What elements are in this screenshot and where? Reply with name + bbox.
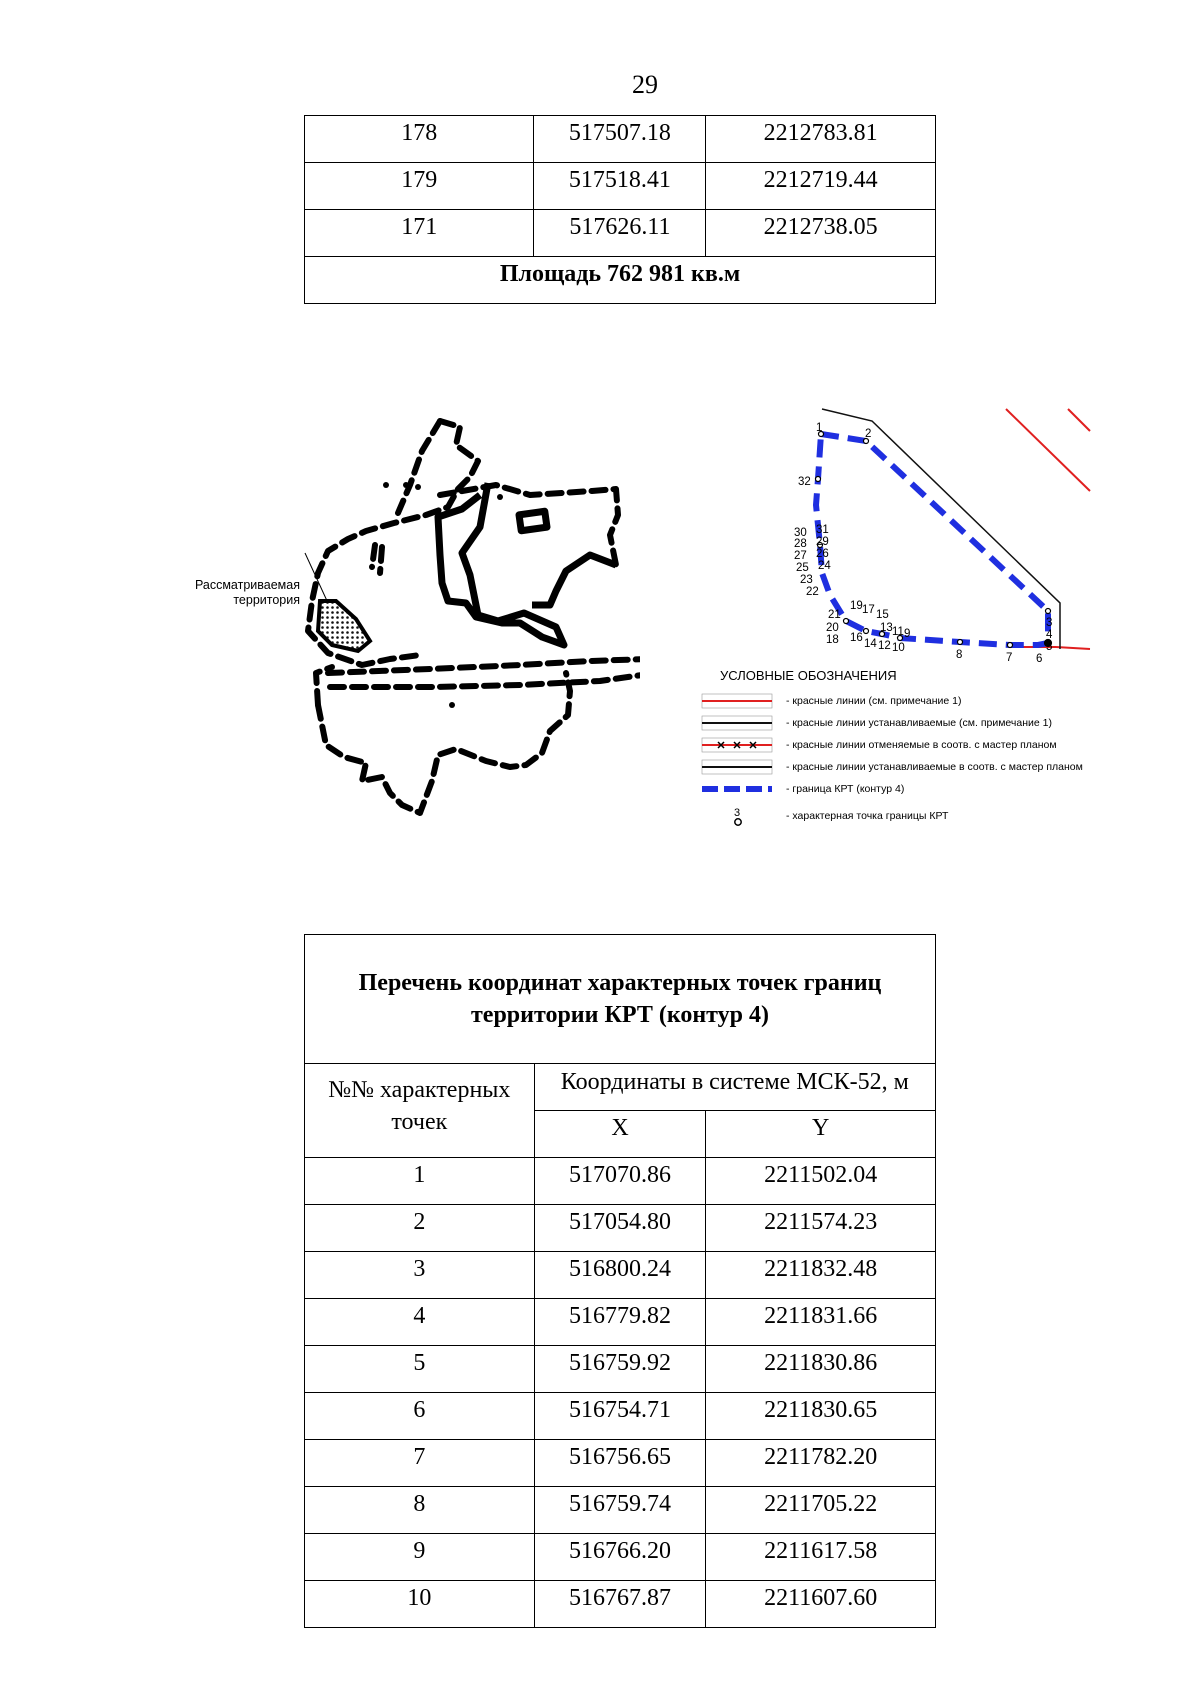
building-outline <box>519 511 547 530</box>
legend-symbols <box>700 692 780 832</box>
y-coordinate-cell: 2211574.23 <box>706 1205 936 1252</box>
page-number: 29 <box>632 70 658 99</box>
road-strip-lower <box>330 675 640 687</box>
callout-label <box>170 578 300 608</box>
legend-item: - красные линии отменяемые в соотв. с мастер планом <box>786 739 1057 751</box>
y-coordinate-cell: 2212783.81 <box>706 116 936 163</box>
x-coordinate-cell: 516759.74 <box>534 1487 706 1534</box>
area-total: Площадь 762 981 кв.м <box>305 257 936 304</box>
x-coordinate-cell: 516767.87 <box>534 1581 706 1628</box>
point-label: 32 <box>798 476 811 488</box>
table-row <box>305 1158 936 1205</box>
point-label: 29 <box>816 536 829 548</box>
legend-title: УСЛОВНЫЕ ОБОЗНАЧЕНИЯ <box>720 668 897 683</box>
callout-leader <box>305 553 328 603</box>
y-header: Y <box>706 1111 936 1158</box>
point-label: 24 <box>818 560 831 572</box>
x-coordinate-cell: 516766.20 <box>534 1534 706 1581</box>
table-row <box>305 1581 936 1628</box>
point-number-cell: 10 <box>305 1581 535 1628</box>
y-coordinate-cell: 2211502.04 <box>706 1158 936 1205</box>
y-coordinate-cell: 2212738.05 <box>706 210 936 257</box>
y-coordinate-cell: 2211831.66 <box>706 1299 936 1346</box>
table-caption <box>305 935 936 1064</box>
point-number-cell: 6 <box>305 1393 535 1440</box>
legend-item: - характерная точка границы КРТ <box>786 810 949 822</box>
legend-item: - красные линии (см. примечание 1) <box>786 695 962 707</box>
point-label: 6 <box>1036 653 1043 665</box>
point-number-cell: 8 <box>305 1487 535 1534</box>
header-row <box>305 1064 936 1111</box>
point-label: 13 <box>880 622 893 634</box>
point-label: 22 <box>806 586 819 598</box>
x-coordinate-cell: 516754.71 <box>534 1393 706 1440</box>
legend-item: - граница КРТ (контур 4) <box>786 783 905 795</box>
point-label: 10 <box>892 642 905 654</box>
legend-item: - красные линии устанавливаемые (см. примечание 1) <box>786 717 1052 729</box>
x-coordinate-cell: 517070.86 <box>534 1158 706 1205</box>
x-coordinate-cell: 517054.80 <box>534 1205 706 1252</box>
caption-row <box>305 935 936 1064</box>
point-label: 28 <box>794 538 807 550</box>
y-coordinate-cell: 2211705.22 <box>706 1487 936 1534</box>
point-number-cell: 179 <box>305 163 534 210</box>
established-line <box>822 409 1060 649</box>
point-label: 23 <box>800 574 813 586</box>
point-label: 30 <box>794 527 807 539</box>
x-coordinate-cell: 517518.41 <box>534 163 706 210</box>
point-number-header-line-2: точек <box>391 1109 448 1135</box>
point-label: 4 <box>1046 629 1053 641</box>
table-row <box>305 1487 936 1534</box>
y-coordinate-cell: 2211617.58 <box>706 1534 936 1581</box>
caption-line-2: территории КРТ (контур 4) <box>471 1002 769 1028</box>
point-label: 15 <box>876 609 889 621</box>
point-label: 26 <box>816 548 829 560</box>
point-label: 18 <box>826 634 839 646</box>
y-coordinate-cell: 2211832.48 <box>706 1252 936 1299</box>
coordinates-table-contour-4 <box>304 934 936 1628</box>
caption-line-1: Перечень координат характерных точек границ <box>358 970 882 996</box>
considered-territory-hatch <box>318 601 370 651</box>
point-label: 12 <box>878 640 891 652</box>
y-coordinate-cell: 2211830.65 <box>706 1393 936 1440</box>
point-number-cell: 3 <box>305 1252 535 1299</box>
point-number-header-line-1: №№ характерных <box>328 1077 511 1103</box>
x-coordinate-cell: 516779.82 <box>534 1299 706 1346</box>
legend-point-sample: 3 <box>734 807 741 819</box>
point-number-cell: 2 <box>305 1205 535 1252</box>
table-row <box>305 116 936 163</box>
x-header: X <box>534 1111 706 1158</box>
point-label: 14 <box>864 638 877 650</box>
point-number-header <box>305 1064 535 1158</box>
table-row <box>305 210 936 257</box>
table-row <box>305 163 936 210</box>
y-coordinate-cell: 2212719.44 <box>706 163 936 210</box>
y-coordinate-cell: 2211607.60 <box>706 1581 936 1628</box>
table-row <box>305 1534 936 1581</box>
point-number-cell: 171 <box>305 210 534 257</box>
y-coordinate-cell: 2211830.86 <box>706 1346 936 1393</box>
point-label: 19 <box>850 600 863 612</box>
point-label: 9 <box>904 628 911 640</box>
point-number-cell: 9 <box>305 1534 535 1581</box>
point-label: 1 <box>816 422 823 434</box>
x-coordinate-cell: 516800.24 <box>534 1252 706 1299</box>
point-label: 31 <box>816 524 829 536</box>
point-label: 7 <box>1006 652 1013 664</box>
point-label: 2 <box>865 428 872 440</box>
point-label: 17 <box>862 604 875 616</box>
point-number-cell: 178 <box>305 116 534 163</box>
y-coordinate-cell: 2211782.20 <box>706 1440 936 1487</box>
coordinate-system-header: Координаты в системе МСК-52, м <box>534 1064 935 1111</box>
point-number-cell: 7 <box>305 1440 535 1487</box>
table-row <box>305 1252 936 1299</box>
point-label: 21 <box>828 609 841 621</box>
callout-line-2: территория <box>233 593 300 607</box>
table-row <box>305 1299 936 1346</box>
callout-line-1: Рассматриваемая <box>194 578 300 592</box>
point-label: 11 <box>892 626 904 638</box>
krt-boundary-contour-4 <box>816 434 1048 645</box>
point-label: 16 <box>850 632 863 644</box>
table-row <box>305 1205 936 1252</box>
table-row <box>305 1440 936 1487</box>
table-row <box>305 1393 936 1440</box>
point-number-cell: 1 <box>305 1158 535 1205</box>
point-number-cell: 4 <box>305 1299 535 1346</box>
point-label: 5 <box>1046 641 1053 653</box>
point-label: 25 <box>796 562 809 574</box>
coordinates-table-continuation <box>304 115 936 304</box>
point-label: 8 <box>956 649 963 661</box>
area-row <box>305 257 936 304</box>
point-label: 27 <box>794 550 807 562</box>
point-number-cell: 5 <box>305 1346 535 1393</box>
point-markers <box>816 432 1052 648</box>
x-coordinate-cell: 516756.65 <box>534 1440 706 1487</box>
x-coordinate-cell: 517507.18 <box>534 116 706 163</box>
x-coordinate-cell: 516759.92 <box>534 1346 706 1393</box>
legend-item: - красные линии устанавливаемые в соотв. с мастер планом <box>786 761 1083 773</box>
x-coordinate-cell: 517626.11 <box>534 210 706 257</box>
point-label: 20 <box>826 622 839 634</box>
table-row <box>305 1346 936 1393</box>
boundary-map <box>770 405 1100 665</box>
territory-outline-east <box>438 483 564 645</box>
overview-map <box>170 405 640 845</box>
point-label: 3 <box>1046 617 1053 629</box>
